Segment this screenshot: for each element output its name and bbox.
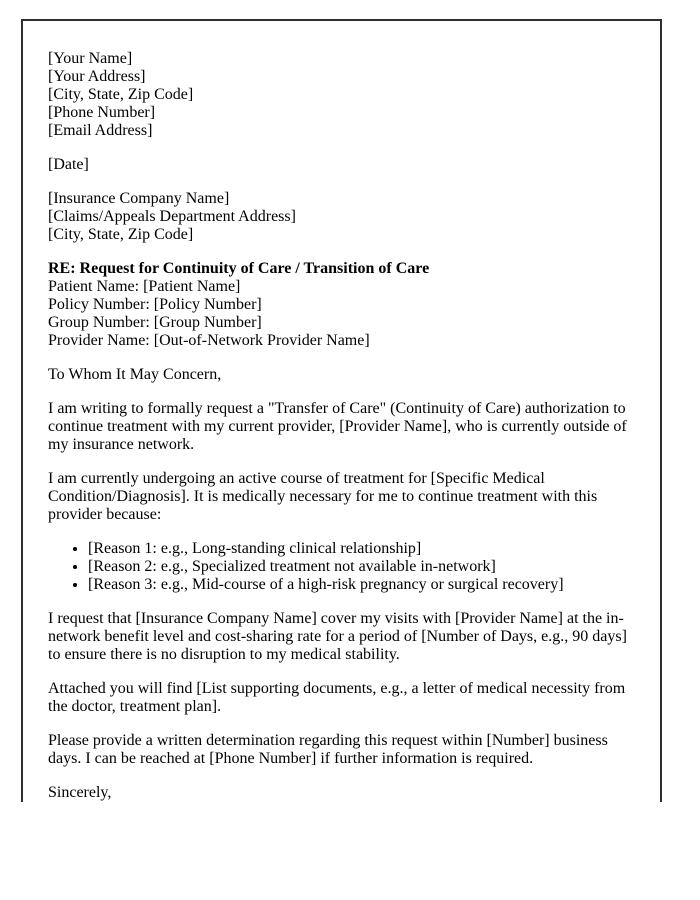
subject-line: RE: Request for Continuity of Care / Transition of Care — [48, 260, 430, 277]
recipient-city-state-zip: [City, State, Zip Code] — [48, 226, 194, 243]
detail-group-number: Group Number: [Group Number] — [48, 314, 262, 331]
subject-and-details-block — [48, 260, 630, 350]
reason-item: • [Reason 1: e.g., Long-standing clinical relationship] — [88, 540, 630, 558]
paragraph-determination: Please provide a written determination regarding this request within [Number] business days. I can be reached at [Phone Number] if further information is required. — [48, 732, 608, 767]
recipient-address-block — [48, 190, 630, 244]
paragraph-treatment: I am currently undergoing an active course of treatment for [Specific Medical Condition/Diagnosis]. It is medically necessary for me to continue treatment with this provider because: — [48, 470, 598, 523]
date-placeholder: [Date] — [48, 156, 89, 173]
detail-patient-name: Patient Name: [Patient Name] — [48, 278, 241, 295]
sender-phone: [Phone Number] — [48, 104, 156, 121]
reasons-list — [48, 540, 630, 594]
date-line — [48, 156, 630, 174]
sender-city-state-zip: [City, State, Zip Code] — [48, 86, 194, 103]
paragraph-request: I am writing to formally request a "Transfer of Care" (Continuity of Care) authorization to continue treatment with my current provider, [Provider Name], who is currently outside of my insurance network. — [48, 400, 627, 453]
closing-line: Sincerely, — [48, 784, 112, 801]
detail-provider-name: Provider Name: [Out-of-Network Provider Name] — [48, 332, 370, 349]
sender-name: [Your Name] — [48, 50, 133, 67]
paragraph-attachments: Attached you will find [List supporting documents, e.g., a letter of medical necessity from the doctor, treatment plan]. — [48, 680, 626, 715]
sender-email: [Email Address] — [48, 122, 153, 139]
sender-address: [Your Address] — [48, 68, 146, 85]
letter-document — [21, 19, 662, 802]
detail-policy-number: Policy Number: [Policy Number] — [48, 296, 262, 313]
recipient-department-address: [Claims/Appeals Department Address] — [48, 208, 296, 225]
reason-item: • [Reason 3: e.g., Mid-course of a high-risk pregnancy or surgical recovery] — [88, 576, 630, 594]
recipient-company: [Insurance Company Name] — [48, 190, 230, 207]
salutation: To Whom It May Concern, — [48, 366, 222, 383]
paragraph-coverage: I request that [Insurance Company Name] cover my visits with [Provider Name] at the in-network benefit level and cost-sharing rate for a period of [Number of Days, e.g., 90 days] to ensure there is no disruption to my medical stability. — [48, 610, 627, 663]
reason-item: • [Reason 2: e.g., Specialized treatment not available in-network] — [88, 558, 630, 576]
sender-address-block — [48, 50, 630, 140]
